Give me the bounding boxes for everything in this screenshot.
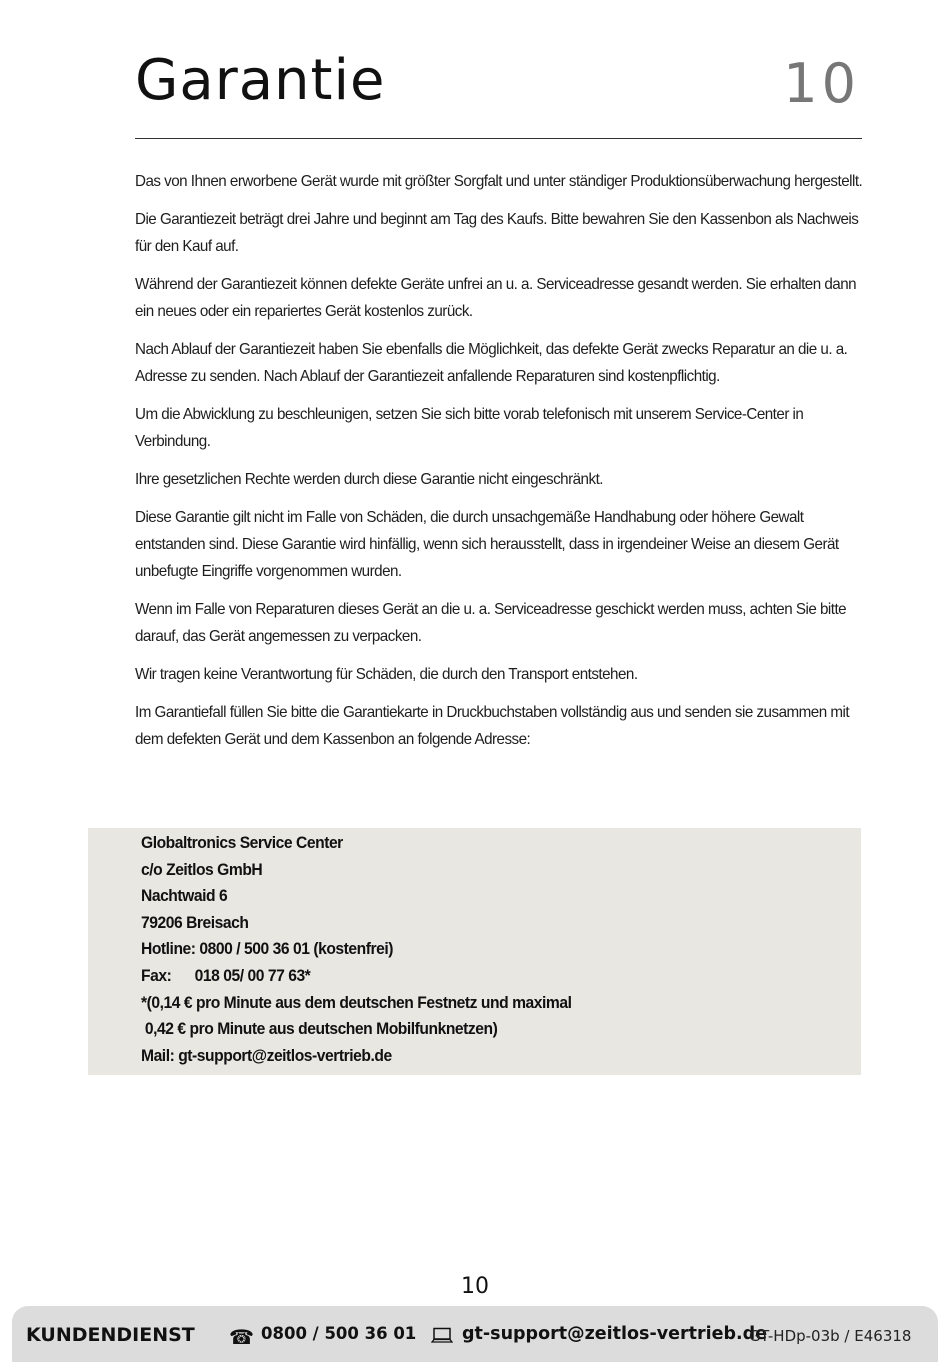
footer-phone: 0800 / 500 36 01 (261, 1324, 417, 1343)
address-care-of: c/o Zeitlos GmbH (141, 859, 263, 879)
footer-label: KUNDENDIENST (26, 1324, 195, 1346)
paragraph: Nach Ablauf der Garantiezeit haben Sie ebenfalls die Möglichkeit, das defekte Gerät zwecks Reparatur an die u. a. Adresse zu senden. Nach Ablauf der Garantiezeit anfallende Reparaturen sind kostenpflichtig. (135, 341, 848, 385)
address-fax: Fax: 018 05/ 00 77 63* (141, 965, 311, 985)
address-city: 79206 Breisach (141, 912, 249, 932)
address-hotline: Hotline: 0800 / 500 36 01 (kostenfrei) (141, 939, 393, 959)
address-company: Globaltronics Service Center (141, 833, 343, 852)
paragraph: Das von Ihnen erworbene Gerät wurde mit größter Sorgfalt und unter ständiger Produktionsüberwachung hergestellt. (135, 173, 863, 190)
address-fax-note-cont: 0,42 € pro Minute aus deutschen Mobilfunknetzen) (141, 1019, 498, 1039)
paragraph: Die Garantiezeit beträgt drei Jahre und beginnt am Tag des Kaufs. Bitte bewahren Sie den Kassenbon als Nachweis für den Kauf auf. (135, 211, 859, 255)
address-street: Nachtwaid 6 (141, 886, 228, 906)
paragraph: Wenn im Falle von Reparaturen dieses Gerät an die u. a. Serviceadresse geschickt werden muss, achten Sie bitte darauf, das Gerät angemessen zu verpacken. (135, 601, 847, 645)
phone-icon: ☎ (229, 1327, 254, 1349)
laptop-icon (431, 1327, 453, 1344)
paragraph: Wir tragen keine Verantwortung für Schäden, die durch den Transport entstehen. (135, 666, 638, 683)
paragraph: Um die Abwicklung zu beschleunigen, setzen Sie sich bitte vorab telefonisch mit unserem Service-Center in Verbindung. (135, 406, 804, 450)
footer-model-number: GT-HDp-03b / E46318 (749, 1327, 912, 1345)
address-lines (141, 830, 609, 1069)
service-address-box (88, 828, 861, 1075)
footer-email: gt-support@zeitlos-vertrieb.de (462, 1324, 768, 1344)
address-fax-note: *(0,14 € pro Minute aus dem deutschen Festnetz und maximal (141, 992, 572, 1012)
chapter-number: 10 (783, 52, 860, 115)
customer-service-footer (12, 1306, 938, 1362)
paragraph: Im Garantiefall füllen Sie bitte die Garantiekarte in Druckbuchstaben vollständig aus und senden sie zusammen mit dem defekten Gerät und dem Kassenbon an folgende Adresse: (135, 704, 850, 748)
paragraph: Ihre gesetzlichen Rechte werden durch diese Garantie nicht eingeschränkt. (135, 471, 603, 488)
address-mail: Mail: gt-support@zeitlos-vertrieb.de (141, 1045, 392, 1065)
page-number: 10 (461, 1274, 489, 1299)
paragraph: Diese Garantie gilt nicht im Falle von Schäden, die durch unsachgemäße Handhabung oder höhere Gewalt entstanden sind. Diese Garantie wird hinfällig, wenn sich herausstellt, dass in irgendeiner Weise an diesem Gerät unbefugte Eingriffe vorgenommen wurden. (135, 509, 839, 580)
paragraph: Während der Garantiezeit können defekte Geräte unfrei an u. a. Serviceadresse gesandt werden. Sie erhalten dann ein neues oder ein repariertes Gerät kostenlos zurück. (135, 276, 857, 320)
page-title: Garantie (135, 48, 386, 113)
warranty-text (135, 168, 863, 764)
page-header (135, 48, 862, 139)
